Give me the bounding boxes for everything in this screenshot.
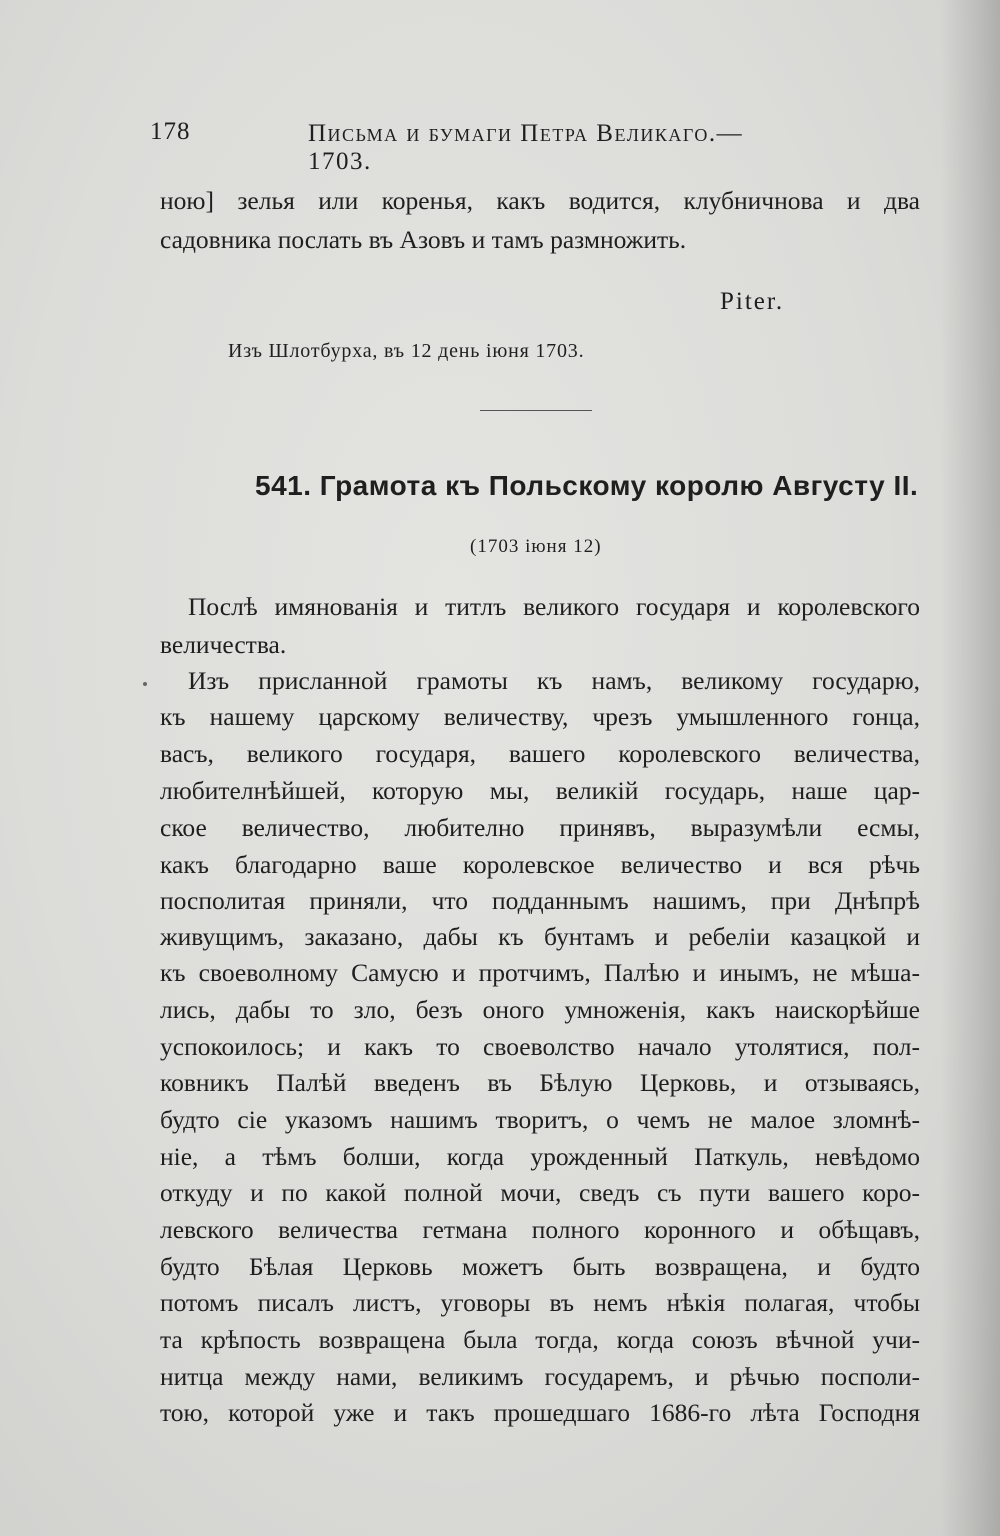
text-line: откуду и по какой полной мочи, сведъ съ пути вашего коро- [160,1178,920,1207]
text-line: потомъ писалъ листъ, уговоры въ немъ нѣкiя полагая, чтобы [160,1288,920,1317]
text-line: садовника послать въ Азовъ и тамъ размножить. [160,225,687,254]
text-line: ною] зелья или коренья, какъ водится, клубничнова и два [160,186,920,215]
text-line: нiе, а тѣмъ болши, когда урожденный Паткуль, невѣдомо [160,1142,920,1171]
text-line: живущимъ, заказано, дабы къ бунтамъ и ребелiи казацкой и [160,922,920,951]
text-line: Послѣ имянованiя и титлъ великого государя и королевского [188,592,920,621]
text-line: тою, которой уже и такъ прошедшаго 1686-го лѣта Господня [160,1398,920,1427]
text-line: любителнѣйшей, которую мы, великiй государь, наше цар- [160,776,920,805]
text-line: какъ благодарно ваше королевское величество и вся рѣчь [160,850,920,879]
document-date: (1703 iюня 12) [470,536,602,557]
text-line: ковникъ Палѣй введенъ въ Бѣлую Церковь, и отзываясь, [160,1068,920,1097]
text-line: успокоилось; и какъ то своеволство начало утолятися, пол- [160,1032,920,1061]
text-line: нитца между нами, великимъ государемъ, и рѣчью посполи- [160,1362,920,1391]
text-line: посполитая приняли, что подданнымъ нашимъ, при Днѣпрѣ [160,886,920,915]
ink-speck [143,682,147,686]
section-divider [480,410,592,411]
document-title: 541. Грамота къ Польскому королю Августу II. [255,470,919,501]
place-date: Изъ Шлотбурха, въ 12 день iюня 1703. [228,340,585,362]
text-line: къ нашему царскому величеству, чрезъ умышленного гонца, [160,702,920,731]
page-binding-shadow [940,0,1000,1536]
text-line: Изъ присланной грамоты къ намъ, великому государю, [188,666,920,695]
page-number: 178 [150,118,191,145]
page-header [150,118,790,175]
text-line: лись, дабы то зло, безъ оного умноженiя, какъ наискорѣйше [160,995,920,1024]
text-line: левского величества гетмана полного коронного и обѣщавъ, [160,1215,920,1244]
text-line: будто Бѣлая Церковь можетъ быть возвращена, и будто [160,1252,920,1281]
text-line: та крѣпость возвращена была тогда, когда союзъ вѣчной учи- [160,1325,920,1354]
text-line: ское величество, любително принявъ, выразумѣли есмы, [160,813,920,842]
text-line: васъ, великого государя, вашего королевского величества, [160,739,920,768]
running-title: Письма и бумаги Петра Великаго.—1703. [308,120,744,175]
signature: Piter. [720,288,785,315]
text-line: будто сiе указомъ нашимъ творитъ, о чемъ не малое зломнѣ- [160,1105,920,1134]
text-line: величества. [160,630,287,659]
text-line: къ своеволному Самусю и протчимъ, Палѣю и инымъ, не мѣша- [160,958,920,987]
